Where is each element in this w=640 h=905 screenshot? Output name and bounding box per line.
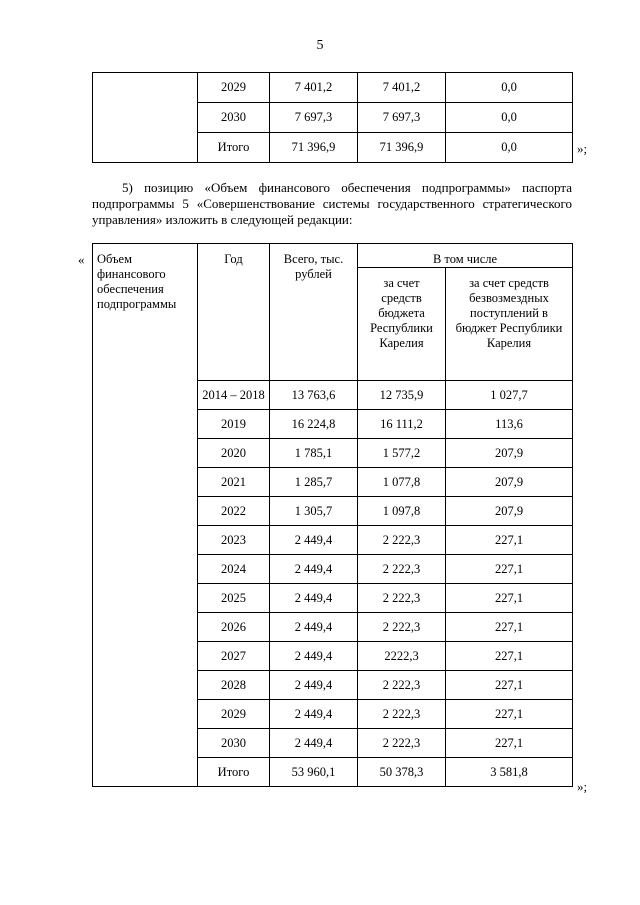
page-number: 5 — [316, 38, 324, 53]
table-row — [93, 73, 573, 103]
header-year: Год — [198, 244, 270, 381]
cell-total: 13 763,6 — [270, 381, 358, 410]
table-continuation — [92, 72, 573, 163]
header-grants: за счет средств безвозмездных поступлений в бюджет Республики Карелия — [446, 268, 573, 381]
cell-budget: 12 735,9 — [358, 381, 446, 410]
cell-total: 1 305,7 — [270, 497, 358, 526]
empty-label-cell — [93, 73, 198, 163]
cell-year: 2028 — [198, 671, 270, 700]
cell-year: 2030 — [198, 729, 270, 758]
cell-total: 71 396,9 — [270, 133, 358, 163]
cell-year: 2024 — [198, 555, 270, 584]
cell-total: 2 449,4 — [270, 729, 358, 758]
cell-total: 7 401,2 — [270, 73, 358, 103]
cell-budget: 50 378,3 — [358, 758, 446, 787]
cell-budget: 71 396,9 — [358, 133, 446, 163]
cell-budget: 7 697,3 — [358, 103, 446, 133]
cell-budget: 16 111,2 — [358, 410, 446, 439]
cell-year: 2026 — [198, 613, 270, 642]
cell-grants: 227,1 — [446, 729, 573, 758]
cell-grants: 227,1 — [446, 700, 573, 729]
cell-grants: 227,1 — [446, 584, 573, 613]
cell-year: 2021 — [198, 468, 270, 497]
cell-total: 1 285,7 — [270, 468, 358, 497]
cell-year: 2025 — [198, 584, 270, 613]
cell-budget: 2 222,3 — [358, 671, 446, 700]
cell-year: Итого — [198, 758, 270, 787]
cell-budget: 2 222,3 — [358, 526, 446, 555]
cell-budget: 2 222,3 — [358, 555, 446, 584]
cell-grants: 207,9 — [446, 468, 573, 497]
amendment-paragraph: 5) позицию «Объем финансового обеспечения подпрограммы» паспорта подпрограммы 5 «Совершенствование системы государственного стратегического управления» изложить в следующей редакции: — [92, 180, 572, 227]
cell-budget: 2 222,3 — [358, 584, 446, 613]
cell-grants: 227,1 — [446, 613, 573, 642]
closing-quote-2: »; — [577, 779, 588, 794]
cell-budget: 2 222,3 — [358, 700, 446, 729]
cell-grants: 207,9 — [446, 497, 573, 526]
cell-grants: 3 581,8 — [446, 758, 573, 787]
cell-year: Итого — [198, 133, 270, 163]
cell-year: 2023 — [198, 526, 270, 555]
cell-grants: 207,9 — [446, 439, 573, 468]
cell-grants: 227,1 — [446, 642, 573, 671]
cell-year: 2027 — [198, 642, 270, 671]
cell-budget: 1 077,8 — [358, 468, 446, 497]
opening-quote-2: « — [78, 252, 85, 267]
cell-grants: 227,1 — [446, 526, 573, 555]
cell-total: 2 449,4 — [270, 584, 358, 613]
cell-total: 7 697,3 — [270, 103, 358, 133]
cell-grants: 0,0 — [446, 103, 573, 133]
cell-grants: 1 027,7 — [446, 381, 573, 410]
cell-year: 2019 — [198, 410, 270, 439]
cell-total: 2 449,4 — [270, 642, 358, 671]
cell-year: 2029 — [198, 700, 270, 729]
closing-quote-1: »; — [577, 141, 588, 156]
cell-grants: 0,0 — [446, 73, 573, 103]
cell-budget: 2222,3 — [358, 642, 446, 671]
cell-total: 2 449,4 — [270, 555, 358, 584]
cell-grants: 0,0 — [446, 133, 573, 163]
cell-year: 2022 — [198, 497, 270, 526]
cell-grants: 227,1 — [446, 671, 573, 700]
cell-budget: 1 577,2 — [358, 439, 446, 468]
cell-total: 2 449,4 — [270, 526, 358, 555]
header-total: Всего, тыс. рублей — [270, 244, 358, 381]
header-budget: за счет средств бюджета Республики Карелия — [358, 268, 446, 381]
cell-year: 2029 — [198, 73, 270, 103]
cell-grants: 227,1 — [446, 555, 573, 584]
cell-budget: 7 401,2 — [358, 73, 446, 103]
financing-table — [92, 243, 573, 787]
cell-grants: 113,6 — [446, 410, 573, 439]
financing-label: Объем финансового обеспечения подпрограммы — [93, 244, 198, 787]
cell-total: 1 785,1 — [270, 439, 358, 468]
cell-year: 2030 — [198, 103, 270, 133]
cell-total: 16 224,8 — [270, 410, 358, 439]
header-including: В том числе — [358, 244, 573, 268]
cell-budget: 2 222,3 — [358, 729, 446, 758]
cell-total: 2 449,4 — [270, 671, 358, 700]
cell-budget: 1 097,8 — [358, 497, 446, 526]
cell-year: 2014 – 2018 — [198, 381, 270, 410]
cell-budget: 2 222,3 — [358, 613, 446, 642]
cell-year: 2020 — [198, 439, 270, 468]
cell-total: 53 960,1 — [270, 758, 358, 787]
cell-total: 2 449,4 — [270, 700, 358, 729]
cell-total: 2 449,4 — [270, 613, 358, 642]
